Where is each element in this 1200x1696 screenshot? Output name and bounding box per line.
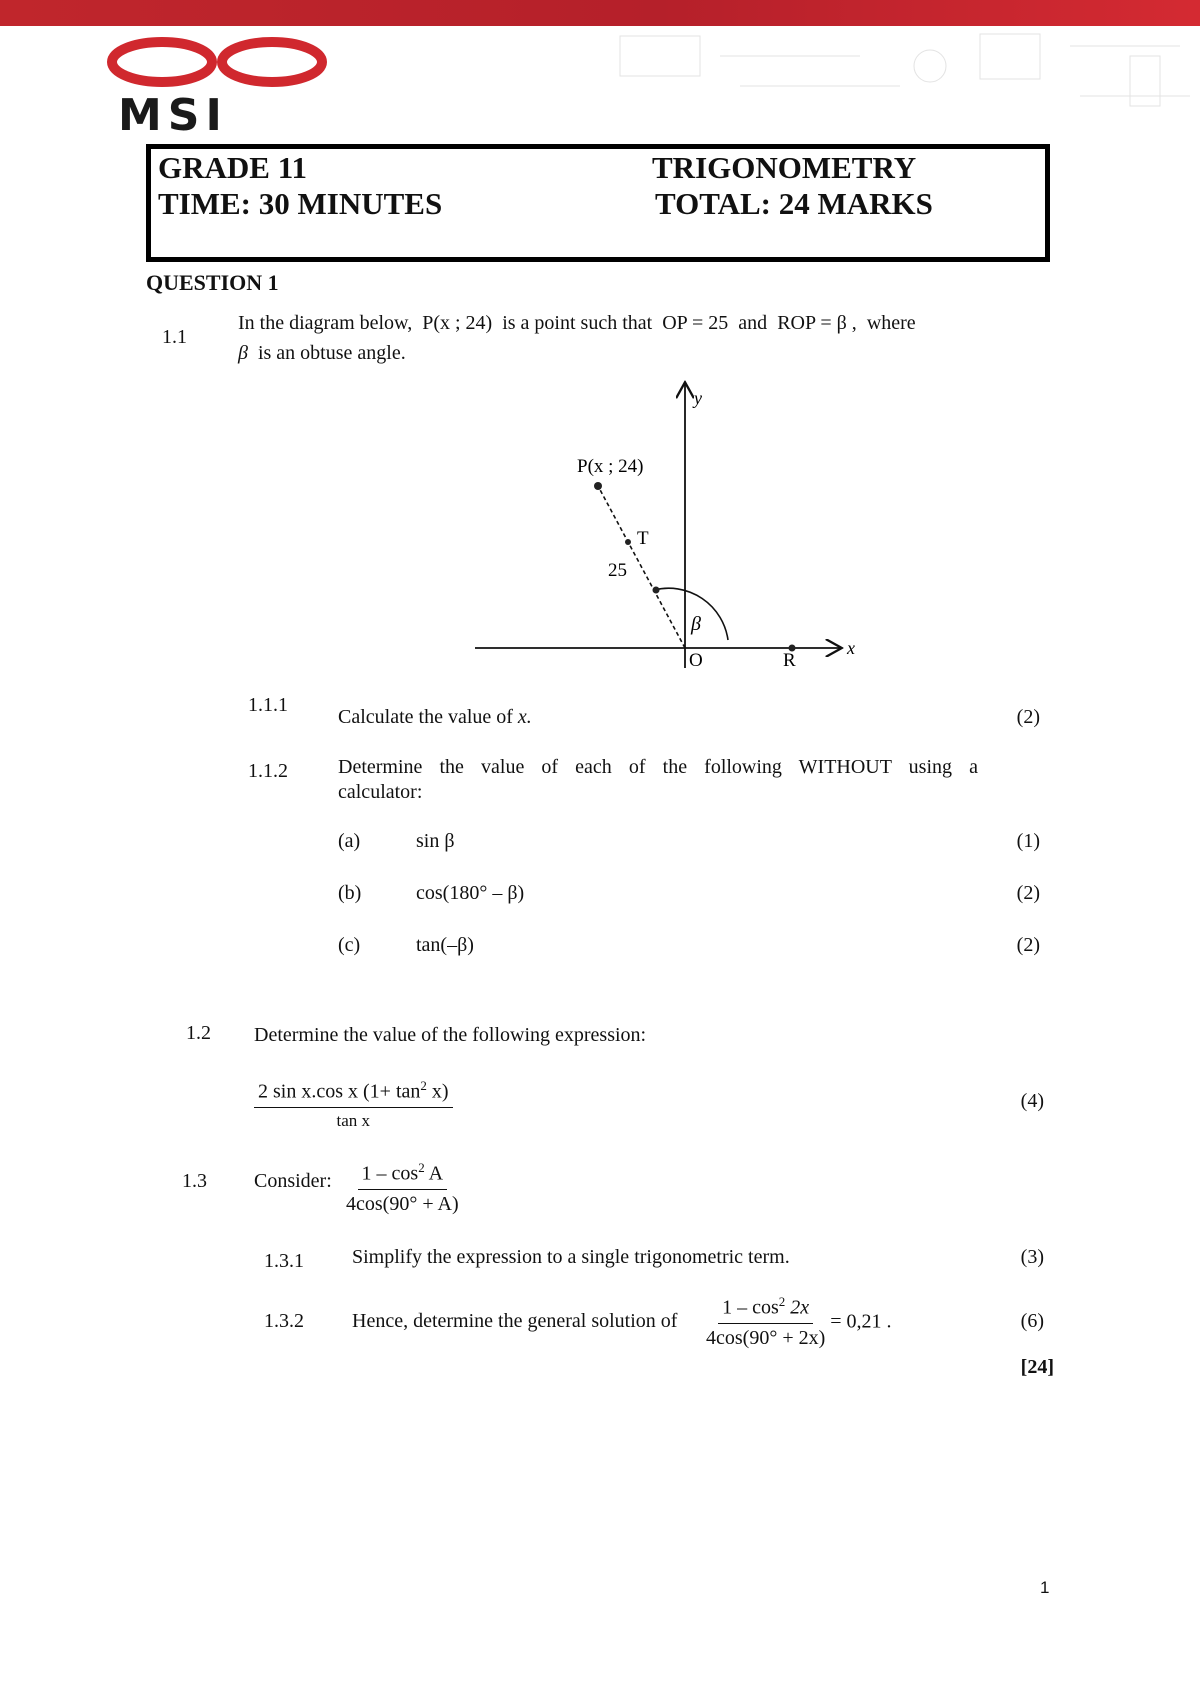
label-p: P(x ; 24) xyxy=(577,456,644,477)
label-y: y xyxy=(694,388,702,408)
q1-1-line2: β is an obtuse angle. xyxy=(238,342,406,364)
q1-3-2-marks: (6) xyxy=(1020,1310,1044,1332)
q1-3-1-text: Simplify the expression to a single trigonometric term. xyxy=(352,1246,790,1268)
total-label: TOTAL: 24 MARKS xyxy=(655,186,933,221)
q1-3-1-number: 1.3.1 xyxy=(264,1250,304,1272)
part-b-label: (b) xyxy=(338,882,362,904)
q1-2-number: 1.2 xyxy=(186,1022,211,1044)
grade-label: GRADE 11 xyxy=(158,150,307,185)
question-total: [24] xyxy=(1020,1356,1054,1378)
part-a-expr: sin β xyxy=(416,830,455,852)
point-t xyxy=(625,539,631,545)
label-beta: β xyxy=(691,613,701,635)
q1-1-1-text: Calculate the value of x. xyxy=(338,706,532,728)
q1-2-marks: (4) xyxy=(1020,1090,1044,1112)
time-label: TIME: 30 MINUTES xyxy=(158,186,443,221)
part-c-expr: tan(–β) xyxy=(416,934,474,956)
label-t: T xyxy=(637,528,649,549)
top-banner xyxy=(0,0,1200,26)
part-a-label: (a) xyxy=(338,830,361,852)
q1-3-2-equation: $\frac{1 - \cos^2 2x}{4\cos(90^\circ + 2x)}$ = 0,21 . xyxy=(706,1294,892,1349)
q1-3-expression: $\frac{1 - \cos^2 A}{4\cos(90^\circ + A)}$ xyxy=(346,1160,459,1215)
label-25: 25 xyxy=(608,560,627,581)
question-title: QUESTION 1 xyxy=(146,270,279,295)
subject-label: TRIGONOMETRY xyxy=(652,150,917,185)
angle-diagram xyxy=(460,372,880,672)
point-p xyxy=(594,482,602,490)
q1-1-2-line1: Determine the value of each of the following WITHOUT using a xyxy=(338,756,978,778)
q1-3-2-number: 1.3.2 xyxy=(264,1310,304,1332)
part-b-expr: cos(180° – β) xyxy=(416,882,525,904)
label-r: R xyxy=(783,650,796,671)
background-pattern xyxy=(600,26,1200,136)
q1-3-2-text: Hence, determine the general solution of xyxy=(352,1310,678,1332)
q1-3-1-marks: (3) xyxy=(1020,1246,1044,1268)
q1-1-2-line2: calculator: xyxy=(338,781,423,803)
arc-start-point xyxy=(653,587,660,594)
q1-1-line1: In the diagram below, P(x ; 24) is a point such that OP = 25 and ROP = β , where xyxy=(238,312,916,334)
part-b-marks: (2) xyxy=(1016,882,1040,904)
logo-text: MSI xyxy=(118,90,228,136)
q1-2-text: Determine the value of the following expression: xyxy=(254,1024,647,1046)
q1-1-1-number: 1.1.1 xyxy=(248,694,288,716)
label-x: x xyxy=(847,638,855,658)
page-number: 1 xyxy=(1040,1578,1050,1597)
msi-logo xyxy=(100,36,340,136)
part-a-marks: (1) xyxy=(1016,830,1040,852)
svg-text:√x: √x xyxy=(260,51,287,75)
q1-1-2-number: 1.1.2 xyxy=(248,760,288,782)
q1-1-number: 1.1 xyxy=(162,326,187,348)
q1-1-1-marks: (2) xyxy=(1016,706,1040,728)
part-c-label: (c) xyxy=(338,934,361,956)
q1-3-number: 1.3 xyxy=(182,1170,207,1192)
q1-2-expression: $\frac{2 \sin x.\cos x (1+ \tan^2 x)}{\text{tan x}}$ xyxy=(254,1078,453,1131)
q1-3-consider: Consider: xyxy=(254,1170,332,1192)
part-c-marks: (2) xyxy=(1016,934,1040,956)
label-o: O xyxy=(689,650,703,671)
